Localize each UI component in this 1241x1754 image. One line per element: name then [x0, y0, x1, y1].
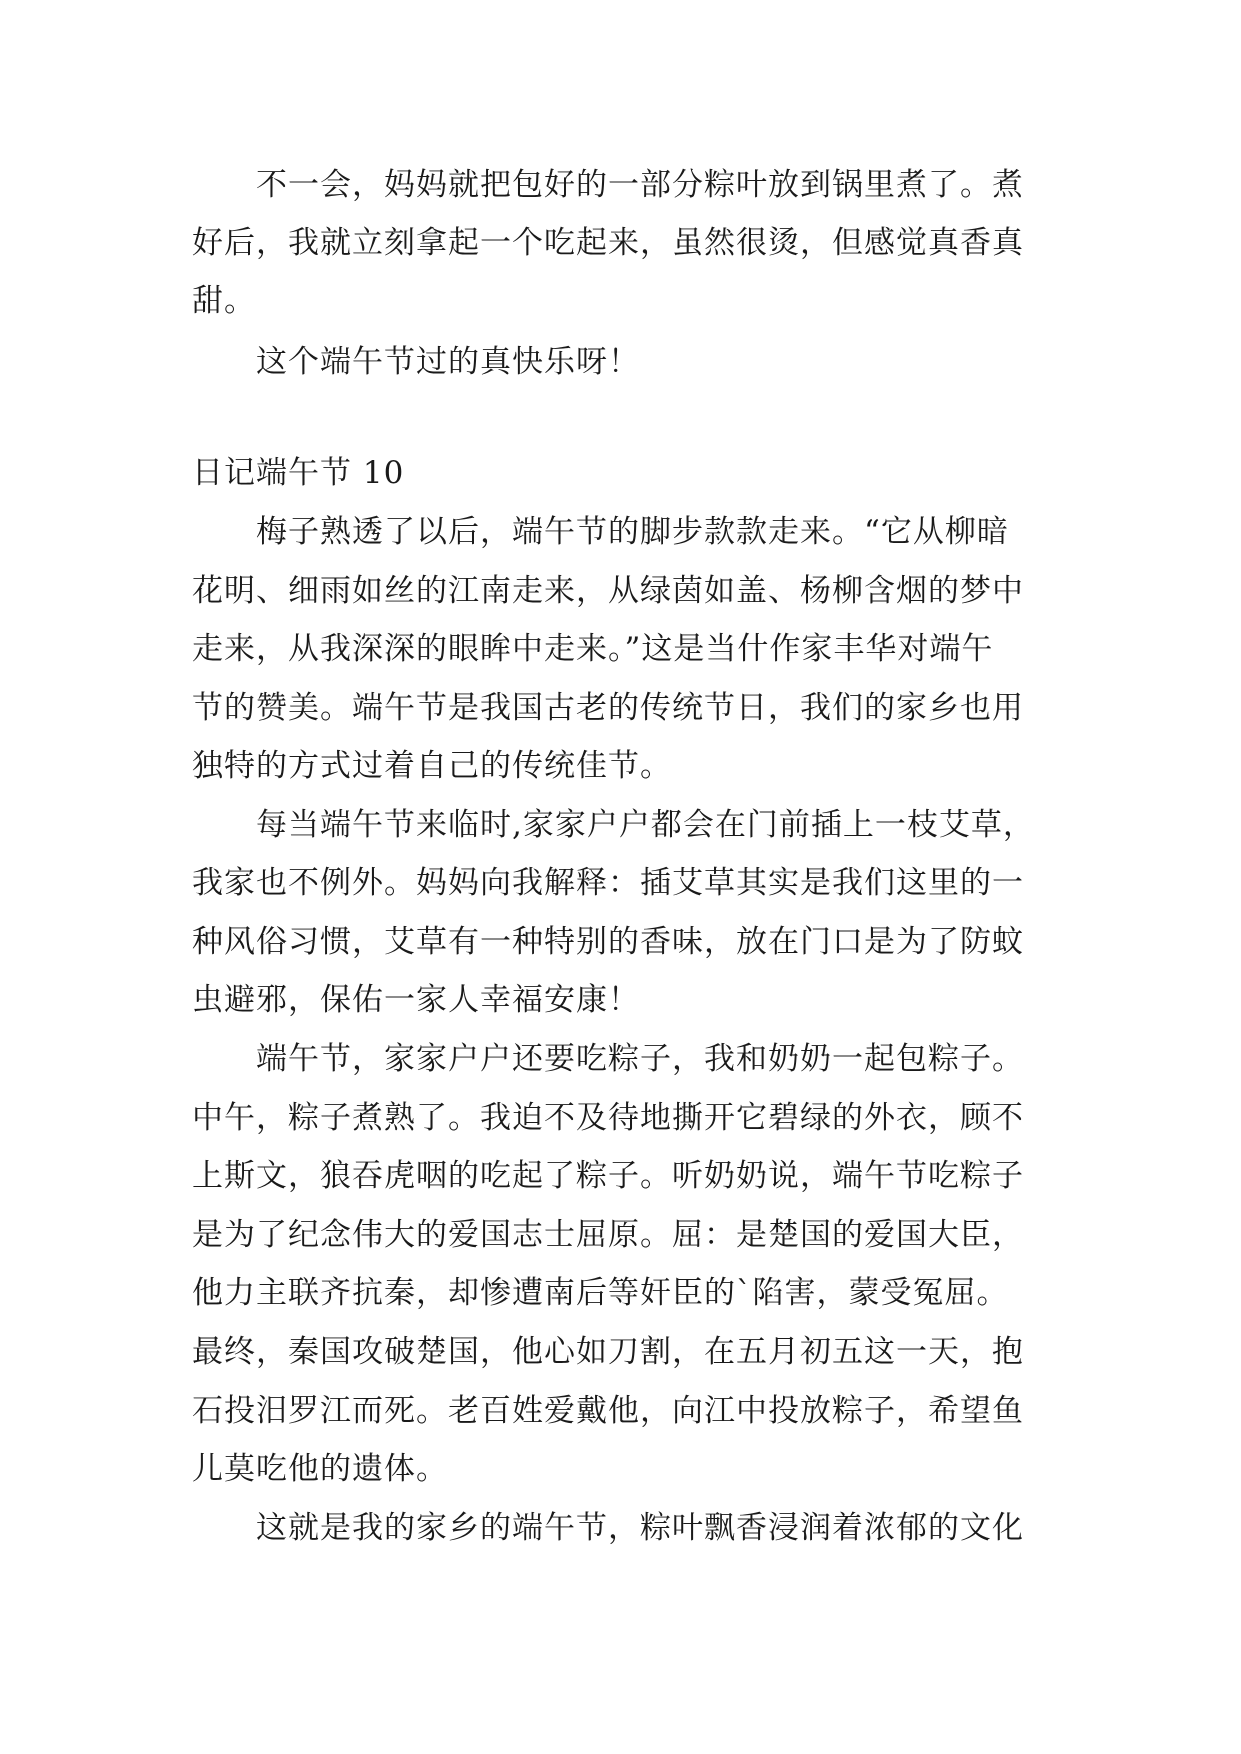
paragraph-line: 独特的方式过着自己的传统佳节。: [192, 748, 672, 784]
paragraph-line: 端午节，家家户户还要吃粽子，我和奶奶一起包粽子。: [256, 1041, 1024, 1077]
paragraph-line: 中午，粽子煮熟了。我迫不及待地撕开它碧绿的外衣，顾不: [192, 1100, 1024, 1136]
paragraph-line: 不一会，妈妈就把包好的一部分粽叶放到锅里煮了。煮: [256, 167, 1024, 203]
paragraph-line: 花明、细雨如丝的江南走来，从绿茵如盖、杨柳含烟的梦中: [192, 573, 1024, 609]
paragraph-line: 我家也不例外。妈妈向我解释：插艾草其实是我们这里的一: [192, 865, 1024, 901]
paragraph-line: 最终，秦国攻破楚国，他心如刀割，在五月初五这一天，抱: [192, 1334, 1024, 1370]
paragraph-line: 甜。: [192, 283, 256, 319]
paragraph-line: 上斯文，狼吞虎咽的吃起了粽子。听奶奶说，端午节吃粽子: [192, 1158, 1024, 1194]
paragraph-line: 他力主联齐抗秦，却惨遭南后等奸臣的`陷害，蒙受冤屈。: [192, 1275, 1009, 1311]
paragraph-line: 是为了纪念伟大的爱国志士屈原。屈：是楚国的爱国大臣，: [192, 1217, 1024, 1253]
paragraph-line: 每当端午节来临时,家家户户都会在门前插上一枝艾草，: [256, 807, 1035, 843]
paragraph-line: 这个端午节过的真快乐呀！: [256, 344, 640, 380]
section-heading: 日记端午节 10: [192, 455, 405, 491]
paragraph-line: 这就是我的家乡的端午节，粽叶飘香浸润着浓郁的文化: [256, 1510, 1024, 1546]
paragraph-line: 走来，从我深深的眼眸中走来。”这是当什作家丰华对端午: [192, 631, 994, 667]
paragraph-line: 虫避邪，保佑一家人幸福安康！: [192, 982, 640, 1018]
paragraph-line: 儿莫吃他的遗体。: [192, 1451, 448, 1487]
paragraph-line: 石投汨罗江而死。老百姓爱戴他，向江中投放粽子，希望鱼: [192, 1393, 1024, 1429]
paragraph-line: 节的赞美。端午节是我国古老的传统节日，我们的家乡也用: [192, 690, 1024, 726]
paragraph-line: 梅子熟透了以后，端午节的脚步款款走来。“它从柳暗: [256, 514, 1009, 550]
paragraph-line: 种风俗习惯，艾草有一种特别的香味，放在门口是为了防蚊: [192, 924, 1024, 960]
paragraph-line: 好后，我就立刻拿起一个吃起来，虽然很烫，但感觉真香真: [192, 225, 1024, 261]
